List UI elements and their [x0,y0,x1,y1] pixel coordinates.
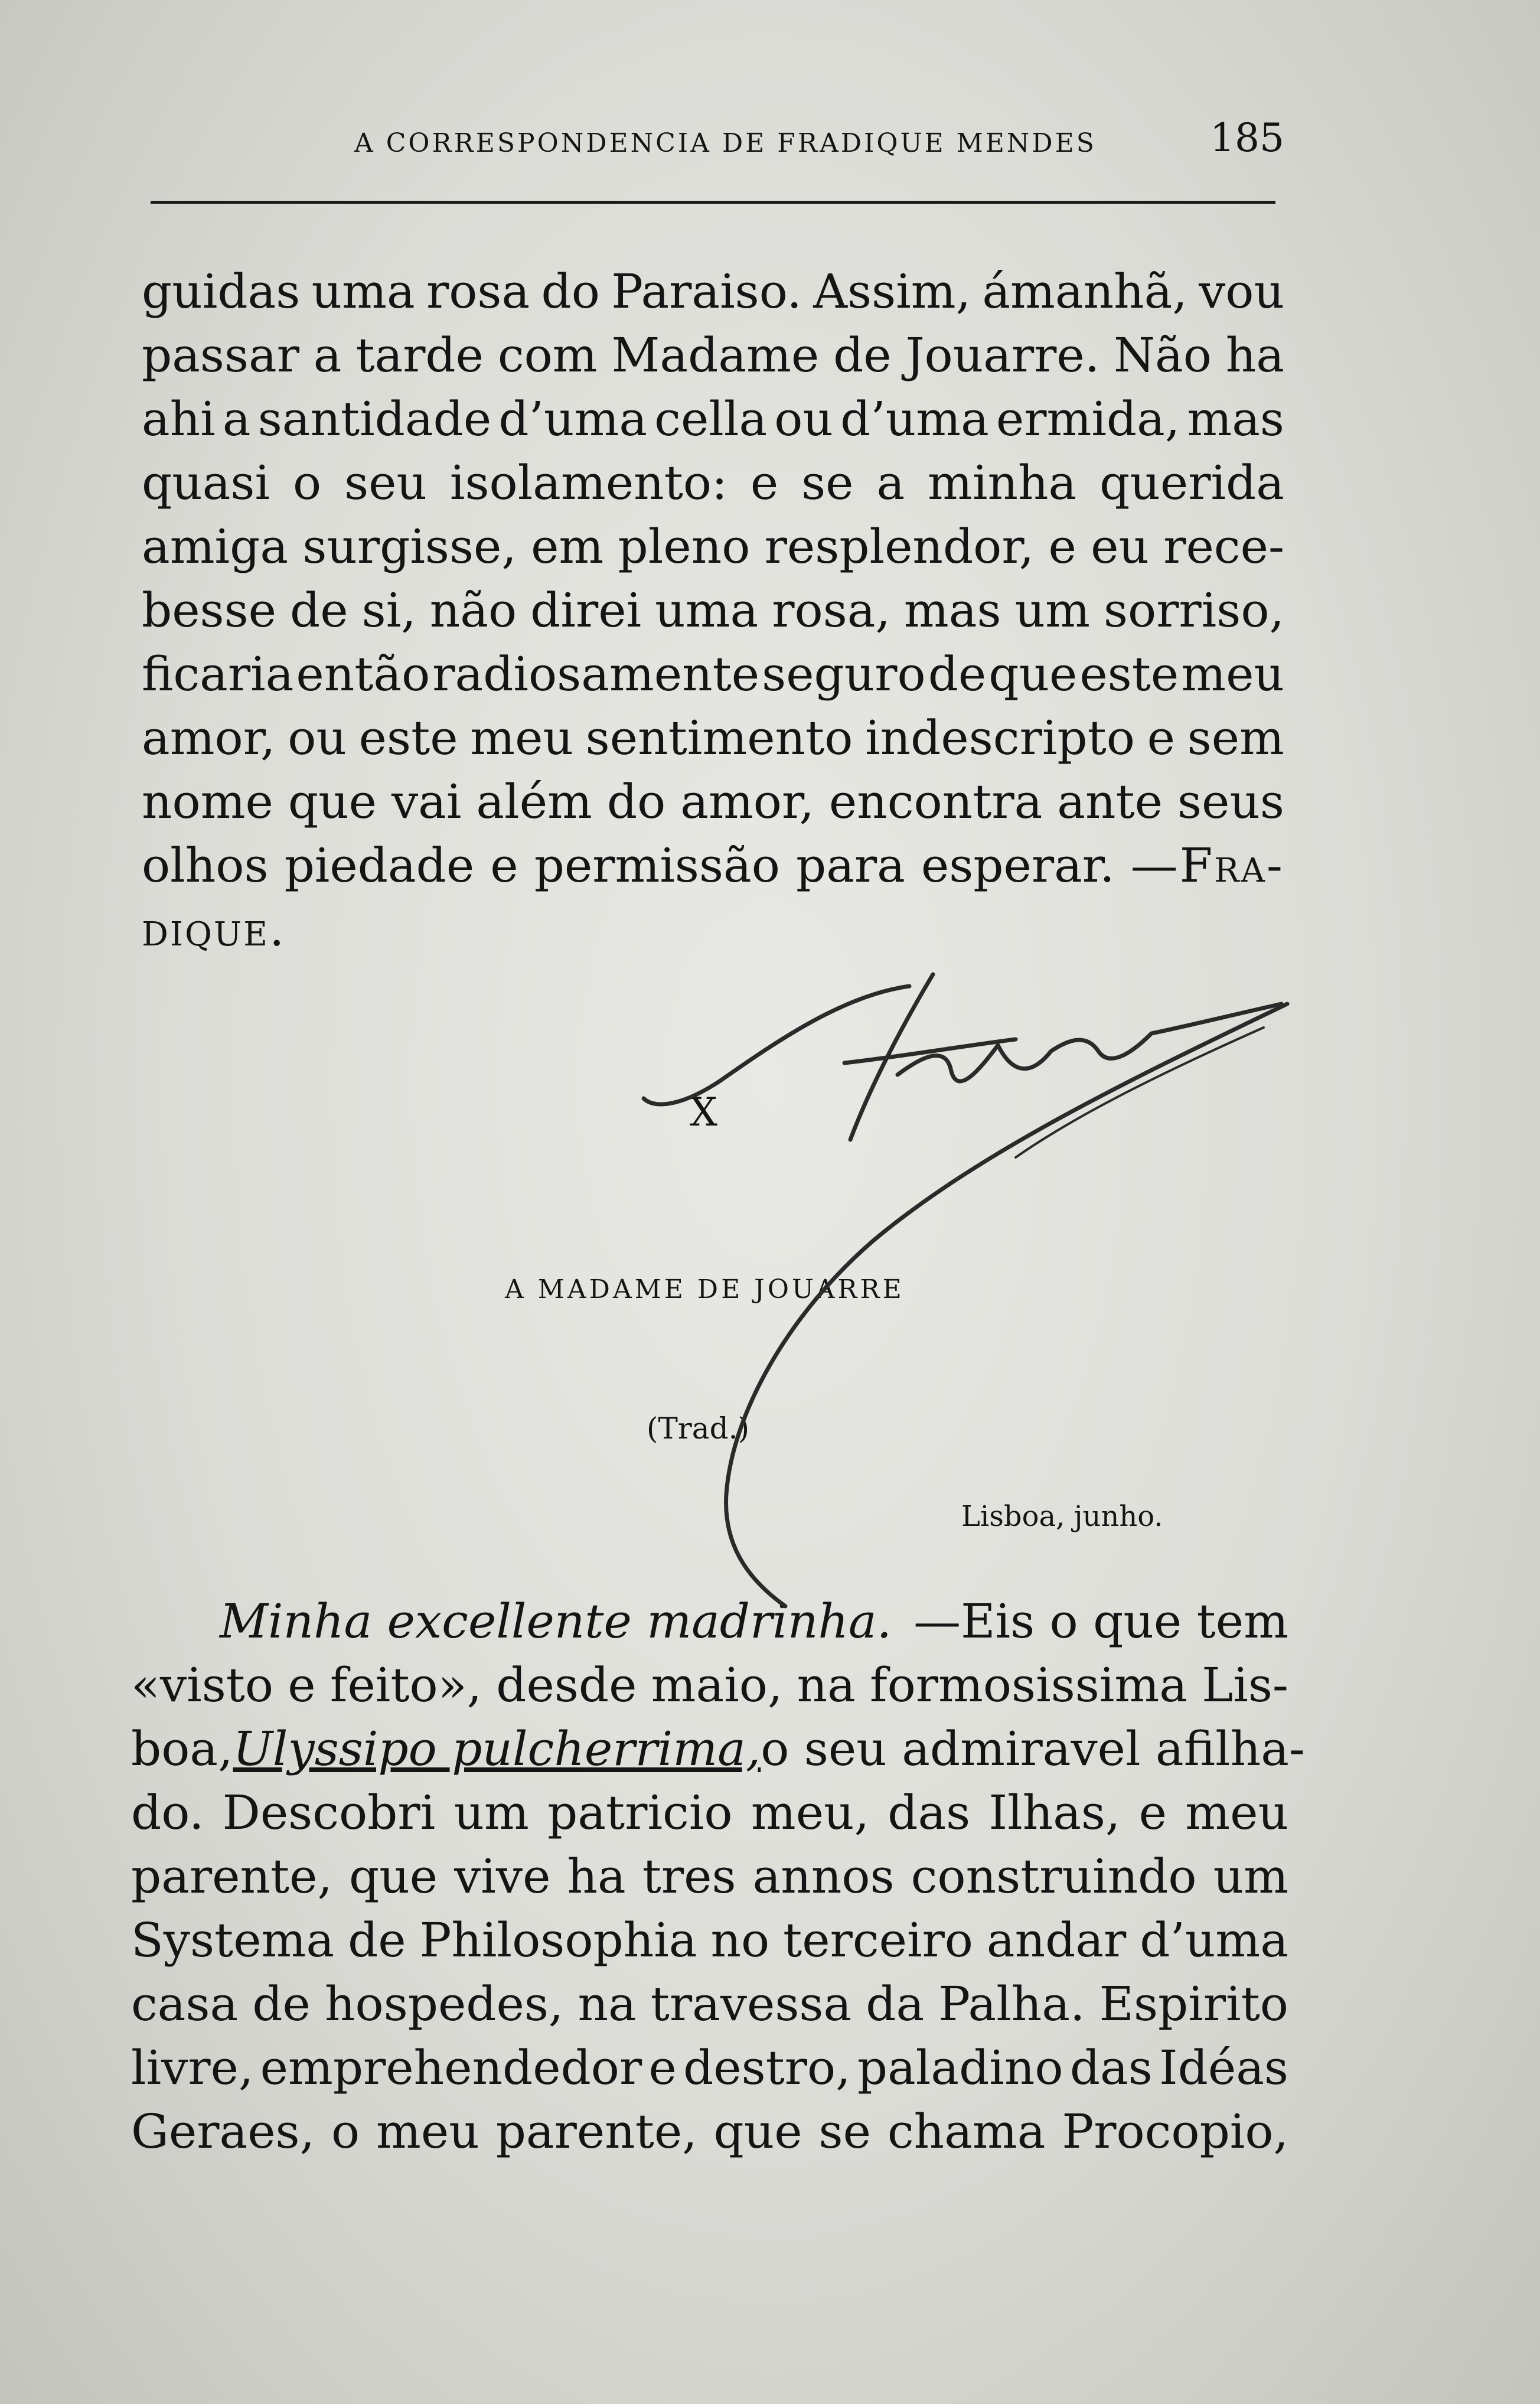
word: além [476,774,592,829]
word: querida [1099,455,1284,510]
word: o [331,2104,360,2159]
text-line [142,579,1284,642]
word: meu [376,2104,479,2159]
word: que [988,647,1078,702]
header-rule [151,201,1275,204]
word: este [358,710,458,765]
word: ha [1225,328,1284,383]
word: surgisse, [302,519,517,574]
text-line [142,834,1284,898]
word: sorriso, [1103,583,1284,638]
word: mas [1187,392,1284,446]
word: d’uma [840,392,989,446]
word: amor, [680,774,814,829]
signature-name: dique. [142,902,286,957]
word: de [928,647,987,702]
word: guidas [142,264,301,319]
word: andar [986,1913,1127,1968]
word: Procopio, [1062,2104,1288,2159]
latin-phrase: Ulyssipo pulcherrima, [233,1721,761,1776]
word: si, [361,583,416,638]
word: das [888,1785,971,1840]
word: Espirito [1099,1976,1288,2031]
word: isolamento: [449,455,727,510]
word: ha [567,1849,626,1904]
word: um [453,1785,529,1840]
text-line [131,1972,1288,2036]
word: ámanhã, [982,264,1187,319]
text-line [142,770,1284,834]
text-run: —Eis o que tem [913,1594,1288,1649]
word: vou [1199,264,1284,319]
text-line [142,387,1284,451]
text-line [142,515,1284,579]
word: de [290,583,348,638]
word: chama [887,2104,1046,2159]
word: do [606,774,666,829]
word: e [1147,710,1175,765]
word: seguro [762,647,926,702]
word: parente, [495,2104,697,2159]
word: e [750,455,779,510]
handwritten-signature [567,963,1382,1653]
word: maio, [651,1658,783,1713]
word: Não [1114,328,1212,383]
word: a [222,392,251,446]
word: de [252,1976,311,2031]
word: Ilhas, [988,1785,1121,1840]
word: ou [288,710,347,765]
word: amiga [142,519,289,574]
word: nome [142,774,273,829]
word: meu, [751,1785,869,1840]
running-title: A CORRESPONDENCIA DE FRADIQUE MENDES [354,128,1097,158]
word: direi [530,583,642,638]
word: livre, [131,2040,254,2095]
word: sem [1187,710,1284,765]
word: Systema [131,1913,335,1968]
word: encontra [828,774,1043,829]
word: —Fra- [1130,838,1284,893]
word: amor, [142,710,276,765]
word: a [313,328,342,383]
text-run: boa, [131,1721,233,1776]
word: Philosophia [419,1913,697,1968]
word: Madame [611,328,820,383]
word: resplendor, [764,519,1035,574]
word: besse [142,583,277,638]
word: no [710,1913,770,1968]
word: do. [131,1785,204,1840]
word: não [429,583,517,638]
word: ou [774,392,833,446]
word: este [1079,647,1179,702]
word: d’uma [498,392,648,446]
word: eu [1091,519,1149,574]
paragraph-2-lines [131,1781,1288,2164]
word: feito», [329,1658,482,1713]
word: meu [1181,647,1284,702]
word: ermida, [996,392,1180,446]
word: radiosamente [432,647,760,702]
word: Idéas [1159,2040,1288,2095]
word: e [648,2040,677,2095]
text-line [131,1653,1288,1717]
word: um [1213,1849,1288,1904]
word: tres [642,1849,736,1904]
paragraph-1 [142,260,1284,961]
word: Assim, [813,264,971,319]
word: emprehendedor [260,2040,642,2095]
word: em [531,519,604,574]
text-line [131,1909,1288,1972]
word: Descobri [222,1785,436,1840]
word: Lis- [1202,1658,1288,1713]
word: parente, [131,1849,332,1904]
word: Palha. [938,1976,1085,2031]
word: travessa [650,1976,852,2031]
word: pleno [618,519,751,574]
word: ahi [142,392,216,446]
word: olhos [142,838,269,893]
text-line [142,642,1284,706]
word: e [1048,519,1076,574]
word: Geraes, [131,2104,315,2159]
page-number: 185 [1210,115,1284,161]
word: rece- [1163,519,1284,574]
word: vive [454,1849,551,1904]
word: vai [391,774,462,829]
word: tarde [355,328,484,383]
word: d’uma [1140,1913,1288,1968]
word: patricio [547,1785,733,1840]
word: paladino [857,2040,1063,2095]
word: então [296,647,430,702]
word: sentimento [585,710,853,765]
text-line [131,2036,1288,2100]
text-line [142,451,1284,515]
text-run: o seu admiravel afilha- [761,1721,1305,1776]
word: das [1069,2040,1153,2095]
translation-note: (Trad.) [647,1411,749,1446]
word: permissão [534,838,780,893]
text-line [131,1717,1305,1781]
word: se [801,455,854,510]
word: meu [1185,1785,1288,1840]
word: seu [344,455,427,510]
word: uma [311,264,415,319]
word: hospedes, [325,1976,564,2031]
word: uma [655,583,759,638]
word: e [1138,1785,1167,1840]
text-line [142,260,1284,324]
word: quasi [142,455,270,510]
word: na [797,1658,856,1713]
word: Jouarre. [905,328,1100,383]
word: annos [752,1849,895,1904]
word: e [288,1658,316,1713]
word: cella [654,392,768,446]
word: com [497,328,598,383]
word: Paraiso. [611,264,802,319]
word: rosa [426,264,530,319]
word: o [292,455,322,510]
salutation: Minha excellente madrinha. [220,1594,892,1649]
word: terceiro [783,1913,973,1968]
paragraph-2 [131,1590,1305,2164]
word: um [1014,583,1090,638]
word: «visto [131,1658,274,1713]
word: minha [928,455,1077,510]
word: que [288,774,377,829]
word: de [348,1913,406,1968]
word: casa [131,1976,239,2031]
text-line [131,1845,1288,1909]
word: ante [1057,774,1163,829]
word: santidade [257,392,492,446]
text-line [131,1781,1288,1845]
word: passar [142,328,299,383]
text-line [142,706,1284,770]
word: que [713,2104,802,2159]
word: construindo [911,1849,1197,1904]
chapter-number: X [690,1090,717,1135]
text-line [142,324,1284,387]
word: de [833,328,892,383]
word: seus [1177,774,1284,829]
letter-recipient: A MADAME DE JOUARRE [505,1274,905,1304]
word: na [578,1976,637,2031]
word: mas [903,583,1001,638]
word: piedade [284,838,475,893]
page-header [148,115,1284,168]
word: se [818,2104,871,2159]
word: meu [470,710,573,765]
word: indescripto [865,710,1135,765]
word: para [795,838,905,893]
letter-dateline: Lisboa, junho. [961,1500,1163,1533]
word: a [876,455,905,510]
text-line [131,2100,1288,2164]
word: da [866,1976,925,2031]
word: ficaria [142,647,294,702]
word: e [490,838,518,893]
word: destro, [683,2040,851,2095]
word: rosa, [772,583,890,638]
word: formosissima [870,1658,1187,1713]
word: desde [496,1658,637,1713]
word: do [541,264,600,319]
text-line [142,898,1284,961]
word: esperar. [921,838,1115,893]
word: que [348,1849,438,1904]
